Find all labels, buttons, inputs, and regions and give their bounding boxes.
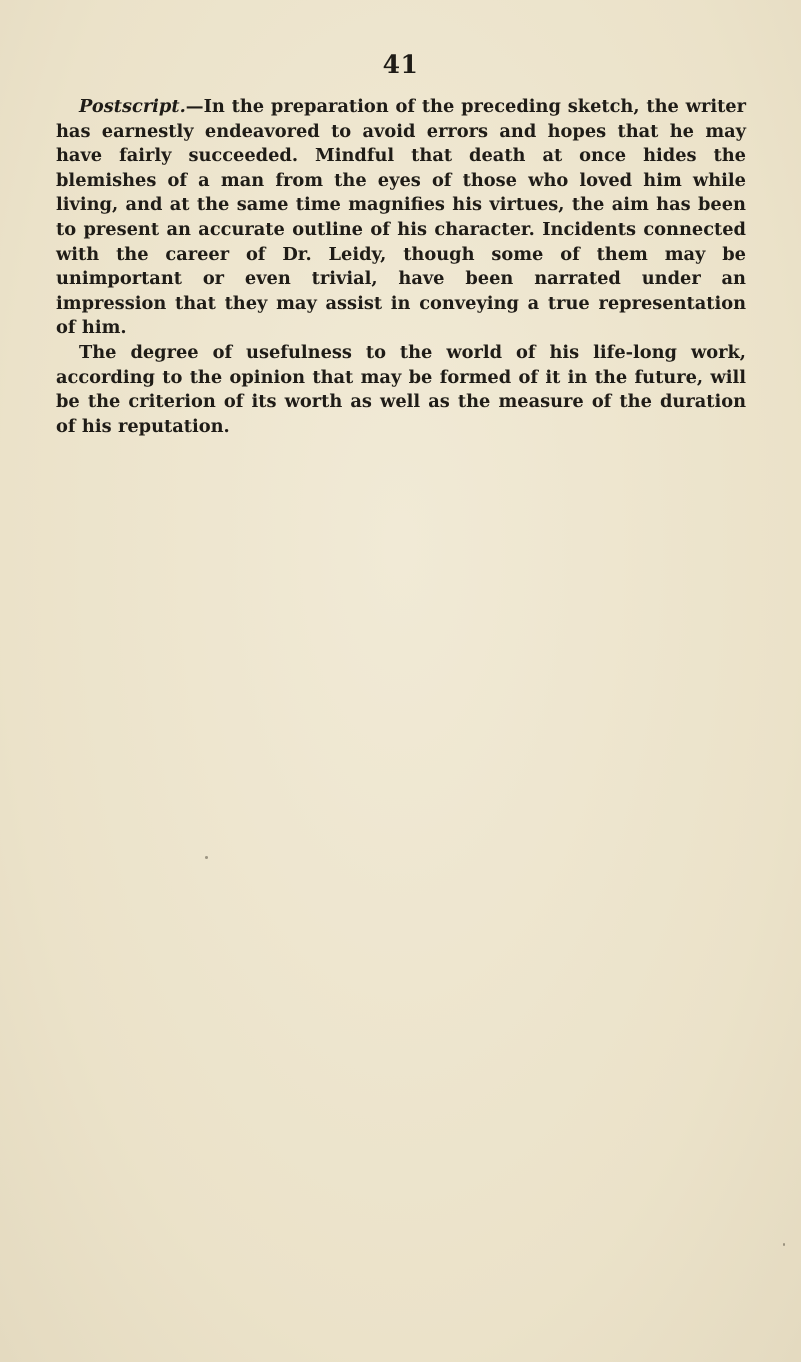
body-text	[56, 95, 746, 439]
paper-speck	[205, 856, 208, 859]
postscript-text: —In the preparation of the preceding sketch, the writer has earnestly endeavored to avoid errors and hopes that he may have fairly succeeded. Mindful that death at once hides the blemishes of a man from the eyes of those who loved him while living, and at the same time magnifies his virtues, the aim has been to present an accurate outline of his character. Incidents connected with the career of Dr. Leidy, though some of them may be unimportant or even trivial, have been narrated under an impression that they may assist in conveying a true representation of him.	[56, 96, 746, 339]
paper-speck	[783, 1243, 785, 1246]
closing-paragraph: The degree of usefulness to the world of his life-long work, according to the opinion that may be formed of it in the future, will be the criterion of its worth as well as the measure of the duration of his reputation.	[56, 341, 746, 437]
postscript-heading: Postscript.	[79, 96, 186, 117]
postscript-paragraph	[56, 95, 746, 341]
page-number: 41	[382, 50, 419, 79]
paper-speck	[61, 380, 63, 382]
